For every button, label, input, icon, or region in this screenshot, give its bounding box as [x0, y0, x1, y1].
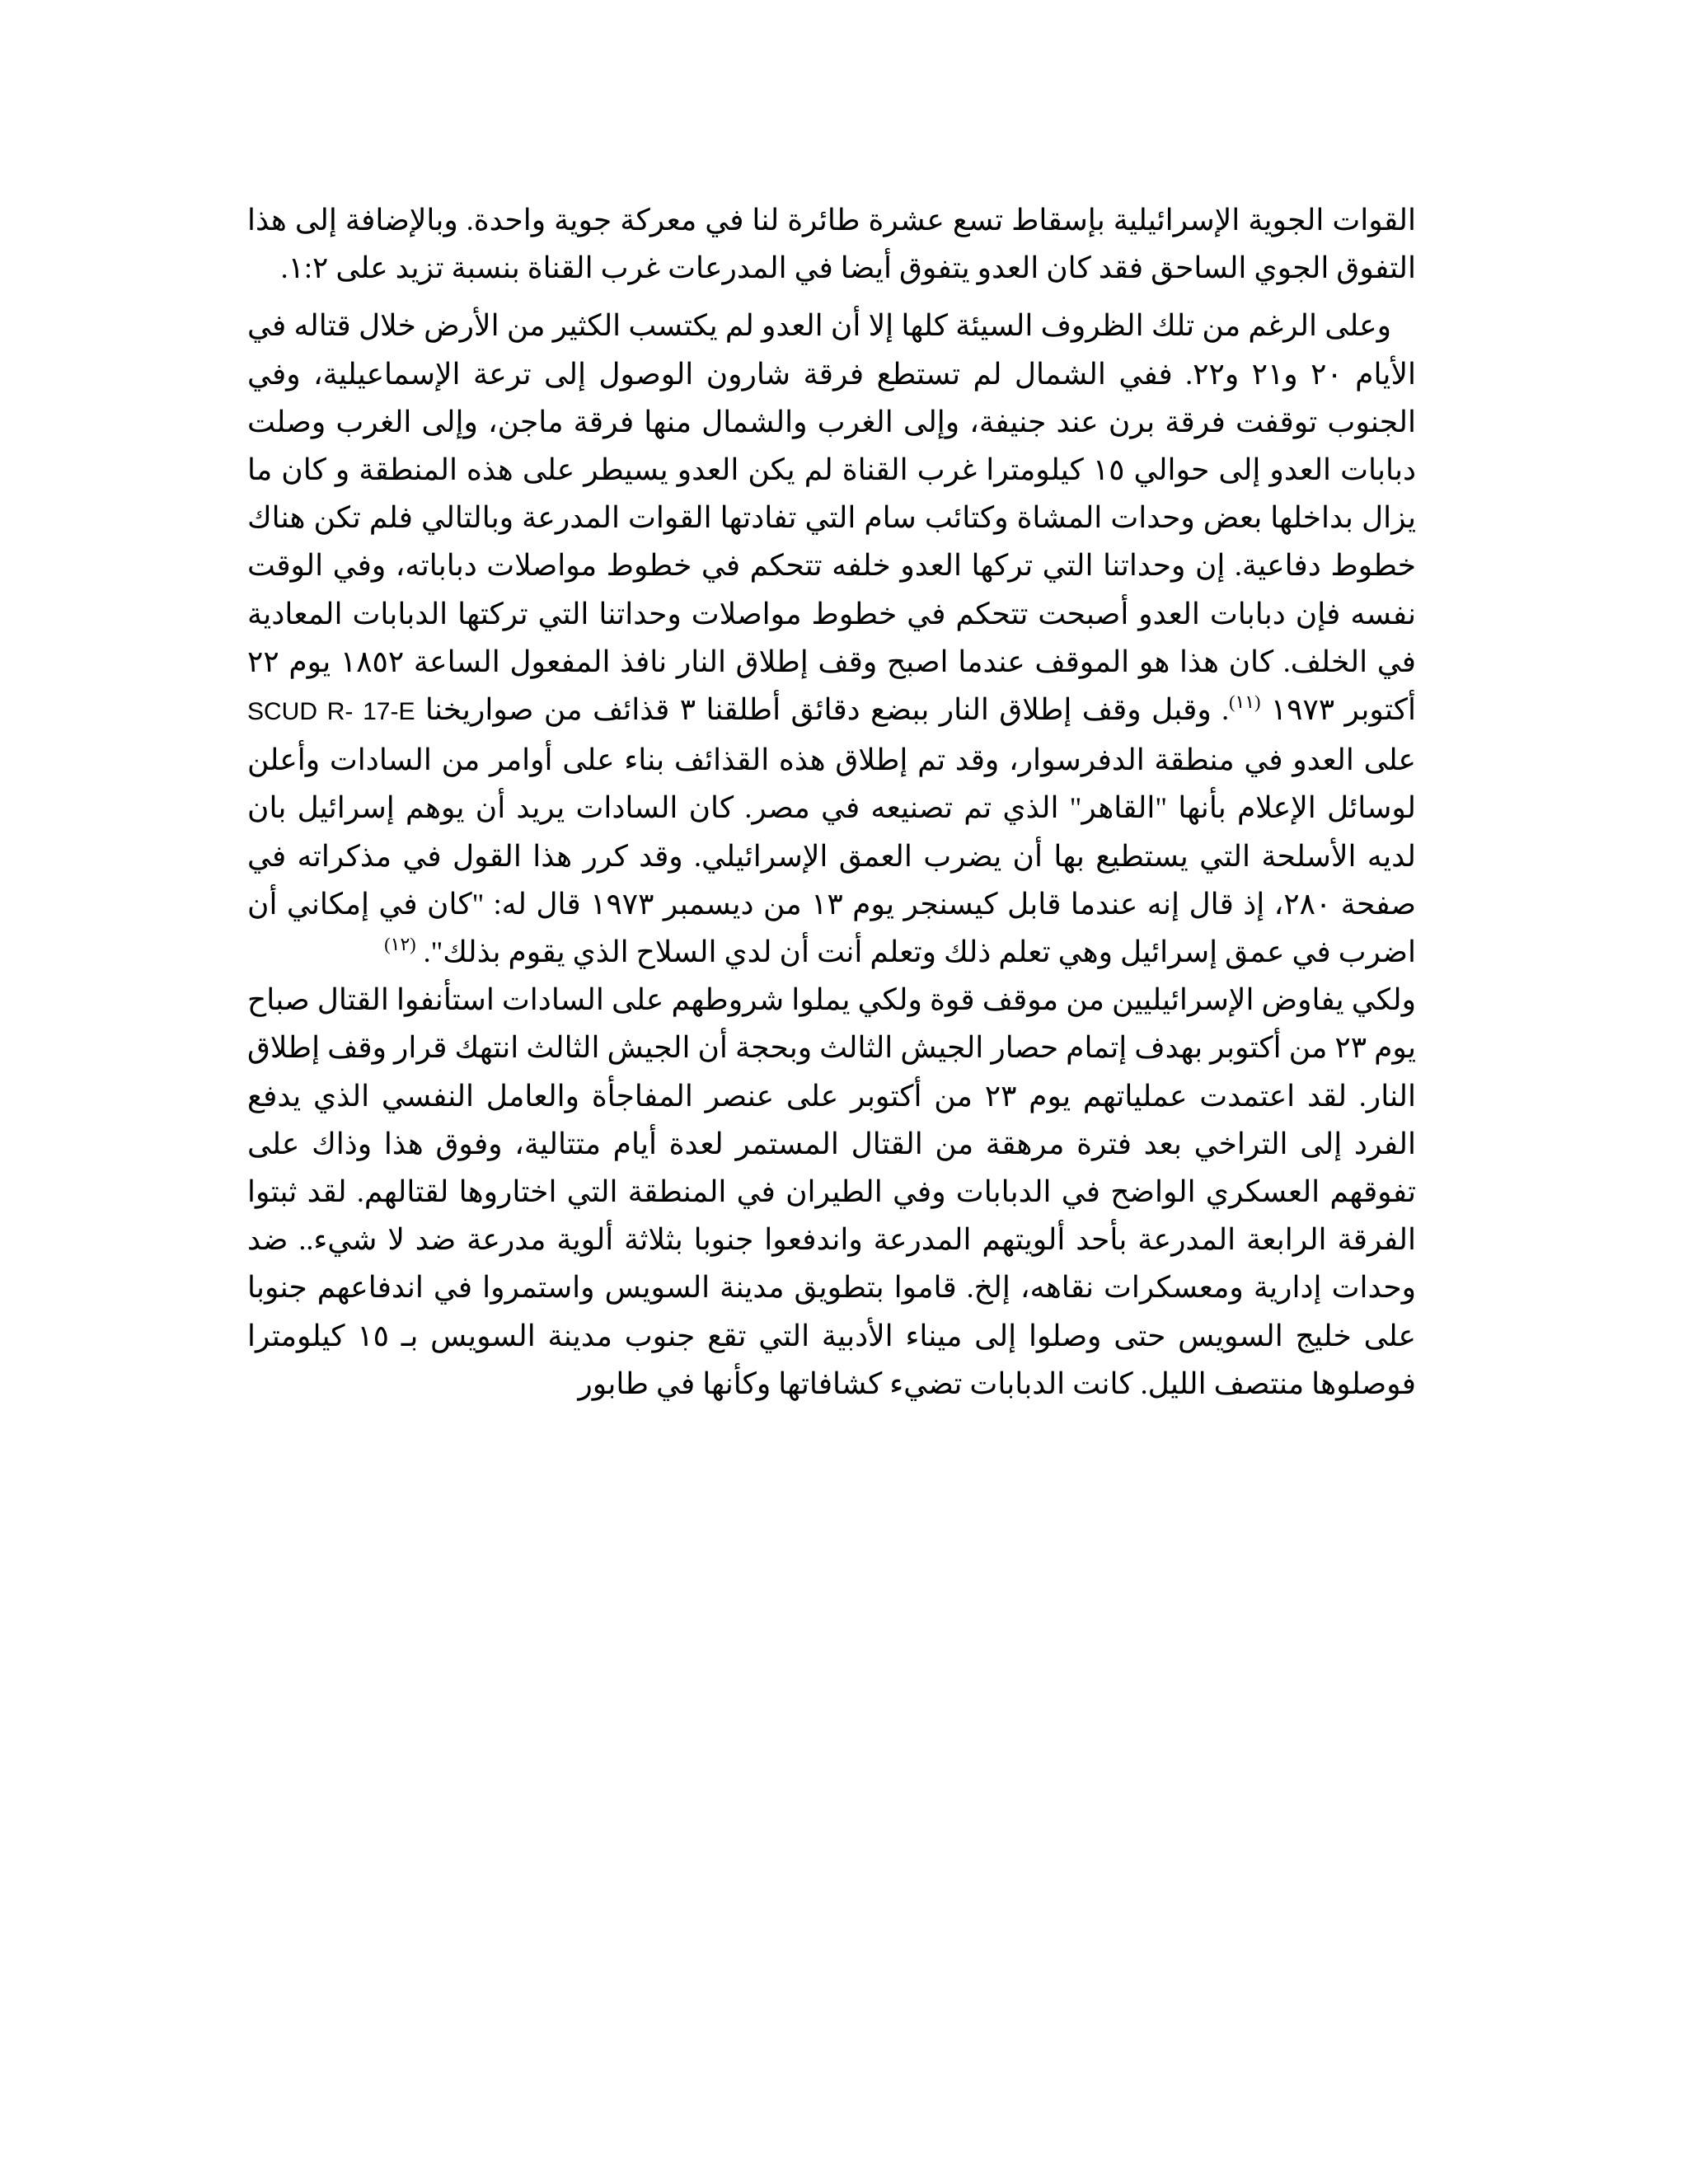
footnote-marker-11: (١١) [1229, 691, 1261, 713]
paragraph-3: ولكي يفاوض الإسرائيليين من موقف قوة ولكي يملوا شروطهم على السادات استأنفوا القتال صباح يوم ٢٣ من أكتوبر بهدف إتمام حصار الجيش الثالث وبحجة أن الجيش الثالث انتهك قرار وقف إطلاق النار. لقد اعتمدت عملياتهم يوم ٢٣ من أكتوبر على عنصر المفاجأة والعامل النفسي الذي يدفع الفرد إلى التراخي بعد فترة مرهقة من القتال المستمر لعدة أيام متتالية، وفوق هذا وذاك على تفوقهم العسكري الواضح في الدبابات وفي الطيران في المنطقة التي اختاروها لقتالهم. لقد ثبتوا الفرقة الرابعة المدرعة بأحد ألويتهم المدرعة واندفعوا جنوبا بثلاثة ألوية مدرعة ضد لا شيء.. ضد وحدات إدارية ومعسكرات نقاهه، إلخ. قاموا بتطويق مدينة السويس واستمروا في اندفاعهم جنوبا على خليج السويس حتى وصلوا إلى ميناء الأدبية التي تقع جنوب مدينة السويس بـ ١٥ كيلومترا فوصلوها منتصف الليل. كانت الدبابات تضيء كشافاتها وكأنها في طابور [247, 983, 1416, 1400]
paragraph-2-text-a: وعلى الرغم من تلك الظروف السيئة كلها إلا أن العدو لم يكتسب الكثير من الأرض خلال قتاله في الأيام ٢٠ و٢١ و٢٢. ففي الشمال لم تستطع فرقة شارون الوصول إلى ترعة الإسماعيلية، وفي الجنوب توقفت فرقة برن عند جنيفة، وإلى الغرب والشمال منها فرقة ماجن، وإلى الغرب وصلت دبابات العدو إلى حوالي ١٥ كيلومترا غرب القناة لم يكن العدو يسيطر على هذه المنطقة و كان ما يزال بداخلها بعض وحدات المشاة وكتائب سام التي تفادتها القوات المدرعة وبالتالي فلم تكن هناك خطوط دفاعية. إن وحداتنا التي تركها العدو خلفه تتحكم في خطوط مواصلات دباباته، وفي الوقت نفسه فإن دبابات العدو أصبحت تتحكم في خطوط مواصلات وحداتنا التي تركتها الدبابات المعادية في الخلف. كان هذا هو الموقف عندما اصبح وقف إطلاق النار نافذ المفعول الساعة ١٨٥٢ يوم ٢٢ أكتوبر ١٩٧٣ [247, 309, 1417, 727]
paragraph-1: القوات الجوية الإسرائيلية بإسقاط تسع عشرة طائرة لنا في معركة جوية واحدة. وبالإضافة إلى هذا التفوق الجوي الساحق فقد كان العدو يتفوق أيضا في المدرعات غرب القناة بنسبة تزيد على ١:٢. [247, 204, 1416, 285]
footnote-marker-12: (١٢) [384, 934, 416, 955]
missile-designation: SCUD R- 17-E [247, 698, 415, 726]
paragraph-2 [247, 302, 1416, 976]
paragraph-2-text-b: . وقبل وقف إطلاق النار ببضع دقائق أطلقنا ٣ قذائف من صواريخنا [424, 693, 1230, 727]
body-text [247, 196, 1416, 1408]
paragraph-2-text-c: على العدو في منطقة الدفرسوار، وقد تم إطلاق هذه القذائف بناء على أوامر من السادات وأعلن لوسائل الإعلام بأنها "القاهر" الذي تم تصنيعه في مصر. كان السادات يريد أن يوهم إسرائيل بان لديه الأسلحة التي يستطيع بها أن يضرب العمق الإسرائيلي. وقد كرر هذا القول في مذكراته في صفحة ٢٨٠، إذ قال إنه عندما قابل كيسنجر يوم ١٣ من ديسمبر ١٩٧٣ قال له: "كان في إمكاني أن اضرب في عمق إسرائيل وهي تعلم ذلك وتعلم أنت أن لدي السلاح الذي يقوم بذلك". [247, 743, 1416, 969]
